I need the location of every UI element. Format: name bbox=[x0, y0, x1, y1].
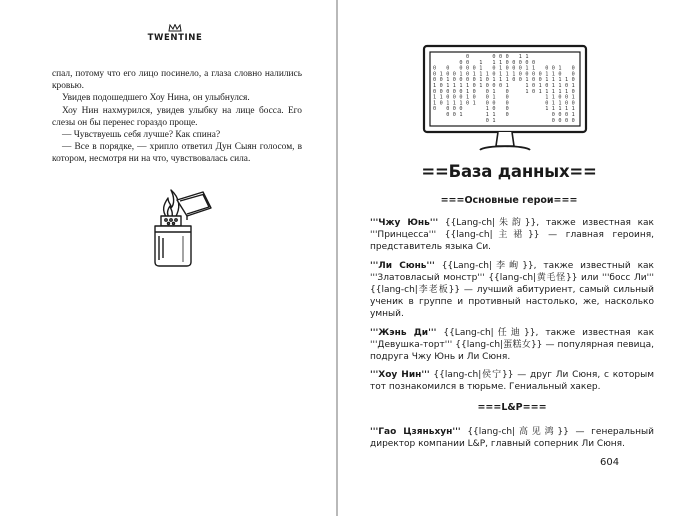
svg-text:0: 0 bbox=[433, 88, 437, 95]
character-entry bbox=[370, 369, 654, 393]
svg-text:0: 0 bbox=[446, 94, 450, 101]
svg-text:1: 1 bbox=[459, 100, 463, 107]
svg-text:1: 1 bbox=[551, 83, 555, 89]
svg-text:0: 0 bbox=[485, 94, 489, 101]
section-heading-lp: ===L&P=== bbox=[477, 401, 547, 413]
svg-text:0: 0 bbox=[433, 77, 437, 84]
svg-text:0: 0 bbox=[439, 88, 443, 95]
entry-text: {{Lang-ch|朱韵}}, также известная как '''Принцесса''' {{lang-ch|主裙}} — главная героиня, представитель языка Си. bbox=[370, 218, 654, 253]
svg-text:1: 1 bbox=[446, 77, 450, 84]
svg-text:0: 0 bbox=[472, 77, 476, 84]
svg-text:0: 0 bbox=[505, 94, 509, 101]
svg-text:0: 0 bbox=[472, 88, 476, 95]
svg-text:0: 0 bbox=[466, 65, 470, 72]
svg-text:0: 0 bbox=[492, 100, 496, 107]
svg-text:1: 1 bbox=[525, 77, 529, 84]
svg-text:0: 0 bbox=[459, 59, 463, 66]
svg-text:0: 0 bbox=[565, 83, 569, 89]
entry-name: '''Гао Цзяньхун''' bbox=[370, 426, 461, 437]
svg-text:0: 0 bbox=[565, 112, 569, 118]
svg-text:1: 1 bbox=[492, 94, 496, 101]
svg-text:0: 0 bbox=[459, 106, 463, 113]
svg-text:1: 1 bbox=[499, 59, 503, 66]
svg-text:0: 0 bbox=[565, 100, 569, 107]
svg-text:0: 0 bbox=[466, 59, 470, 66]
svg-text:1: 1 bbox=[551, 71, 555, 78]
svg-text:1: 1 bbox=[492, 88, 496, 95]
entry-text: {{lang-ch|侯宁}} — друг Ли Сюня, с которым тот познакомился в тюрьме. Гениальный хакер. bbox=[370, 370, 655, 393]
entry-name: '''Ли Сюнь''' bbox=[370, 260, 435, 271]
svg-text:0: 0 bbox=[452, 106, 456, 113]
svg-text:0: 0 bbox=[571, 65, 575, 72]
svg-text:0: 0 bbox=[518, 65, 522, 72]
svg-text:1: 1 bbox=[492, 117, 496, 124]
svg-text:1: 1 bbox=[551, 106, 555, 113]
svg-text:0: 0 bbox=[518, 59, 522, 66]
svg-text:0: 0 bbox=[538, 71, 542, 78]
svg-text:0: 0 bbox=[565, 94, 569, 101]
svg-text:1: 1 bbox=[558, 65, 562, 72]
svg-text:1: 1 bbox=[459, 71, 463, 78]
svg-text:1: 1 bbox=[459, 83, 463, 89]
svg-text:0: 0 bbox=[532, 83, 536, 89]
svg-text:1: 1 bbox=[558, 106, 562, 113]
svg-text:1: 1 bbox=[492, 77, 496, 84]
character-entry bbox=[370, 217, 654, 254]
svg-text:0: 0 bbox=[472, 94, 476, 101]
entry-text: {{lang-ch|高见鸿}} — генеральный директор компании L&P, главный соперник Ли Сюня. bbox=[370, 426, 654, 450]
svg-text:0: 0 bbox=[446, 65, 450, 72]
character-entries bbox=[370, 217, 654, 456]
svg-text:1: 1 bbox=[571, 112, 575, 118]
paragraph: спал, потому что его лицо посинело, а глаза словно налились кровью. bbox=[52, 69, 302, 92]
svg-text:0: 0 bbox=[433, 71, 437, 78]
svg-text:1: 1 bbox=[433, 83, 437, 89]
svg-text:1: 1 bbox=[485, 71, 489, 78]
svg-text:1: 1 bbox=[525, 65, 529, 72]
svg-text:0: 0 bbox=[485, 83, 489, 89]
svg-text:1: 1 bbox=[439, 71, 443, 78]
svg-text:1: 1 bbox=[558, 83, 562, 89]
svg-text:1: 1 bbox=[472, 71, 476, 78]
svg-text:1: 1 bbox=[492, 59, 496, 66]
svg-text:0: 0 bbox=[452, 112, 456, 118]
svg-text:1: 1 bbox=[525, 83, 529, 89]
svg-text:0: 0 bbox=[472, 65, 476, 72]
svg-text:1: 1 bbox=[551, 77, 555, 84]
svg-text:0: 0 bbox=[558, 94, 562, 101]
svg-text:0: 0 bbox=[538, 77, 542, 84]
svg-text:1: 1 bbox=[558, 77, 562, 84]
svg-text:0: 0 bbox=[452, 71, 456, 78]
svg-text:0: 0 bbox=[492, 83, 496, 89]
svg-text:1: 1 bbox=[525, 88, 529, 95]
svg-text:1: 1 bbox=[499, 65, 503, 72]
svg-text:0: 0 bbox=[505, 88, 509, 95]
svg-text:0: 0 bbox=[512, 65, 516, 72]
character-entry bbox=[370, 426, 654, 450]
svg-text:1: 1 bbox=[571, 94, 575, 101]
svg-text:0: 0 bbox=[532, 88, 536, 95]
svg-text:0: 0 bbox=[525, 59, 529, 66]
svg-text:1: 1 bbox=[452, 83, 456, 89]
svg-text:0: 0 bbox=[525, 71, 529, 78]
svg-text:1: 1 bbox=[565, 88, 569, 95]
svg-text:0: 0 bbox=[551, 112, 555, 118]
crown-icon bbox=[168, 24, 182, 32]
page-number: 604 bbox=[600, 457, 620, 468]
svg-text:1: 1 bbox=[505, 83, 509, 89]
svg-text:0: 0 bbox=[492, 106, 496, 113]
section-heading-main-heroes: ===Основные герои=== bbox=[440, 195, 578, 206]
svg-text:1: 1 bbox=[479, 65, 483, 72]
svg-text:1: 1 bbox=[538, 83, 542, 89]
svg-text:1: 1 bbox=[439, 94, 443, 101]
svg-text:0: 0 bbox=[545, 83, 549, 89]
character-entry bbox=[370, 260, 654, 321]
svg-text:0: 0 bbox=[485, 77, 489, 84]
svg-text:1: 1 bbox=[446, 100, 450, 107]
svg-text:0: 0 bbox=[518, 77, 522, 84]
svg-text:0: 0 bbox=[492, 71, 496, 78]
svg-text:0: 0 bbox=[485, 88, 489, 95]
svg-text:1: 1 bbox=[545, 106, 549, 113]
svg-text:0: 0 bbox=[571, 117, 575, 124]
lighter-illustration bbox=[147, 186, 217, 268]
svg-text:1: 1 bbox=[479, 77, 483, 84]
svg-text:1: 1 bbox=[433, 94, 437, 101]
svg-text:0: 0 bbox=[459, 65, 463, 72]
entry-name: '''Хоу Нин''' bbox=[370, 370, 430, 381]
svg-text:1: 1 bbox=[545, 71, 549, 78]
svg-text:0: 0 bbox=[551, 65, 555, 72]
paragraph: Увидев подошедшего Хоу Нина, он улыбнулся. bbox=[62, 93, 250, 104]
svg-text:1: 1 bbox=[545, 88, 549, 95]
svg-text:0: 0 bbox=[545, 65, 549, 72]
svg-text:0: 0 bbox=[466, 54, 470, 60]
svg-text:0: 0 bbox=[433, 106, 437, 113]
svg-text:1: 1 bbox=[558, 88, 562, 95]
paragraph: — Чувствуешь себя лучше? Как спина? bbox=[62, 130, 221, 141]
svg-text:0: 0 bbox=[466, 100, 470, 107]
svg-text:1: 1 bbox=[492, 112, 496, 118]
svg-text:0: 0 bbox=[485, 117, 489, 124]
svg-text:1: 1 bbox=[518, 54, 522, 60]
svg-text:1: 1 bbox=[545, 94, 549, 101]
svg-text:0: 0 bbox=[532, 59, 536, 66]
svg-text:1: 1 bbox=[551, 100, 555, 107]
svg-text:0: 0 bbox=[505, 65, 509, 72]
svg-text:0: 0 bbox=[532, 71, 536, 78]
svg-text:1: 1 bbox=[452, 100, 456, 107]
svg-text:1: 1 bbox=[571, 106, 575, 113]
svg-text:1: 1 bbox=[499, 77, 503, 84]
svg-text:1: 1 bbox=[571, 83, 575, 89]
svg-text:1: 1 bbox=[538, 88, 542, 95]
svg-text:0: 0 bbox=[452, 94, 456, 101]
paragraph: — Все в порядке, — хрипло ответил Дун Сыян голосом, в котором, несмотря ни на что, чувствовалась сила. bbox=[52, 142, 302, 165]
svg-text:0: 0 bbox=[492, 65, 496, 72]
database-title: ==База данных== bbox=[421, 162, 597, 181]
svg-text:0: 0 bbox=[439, 83, 443, 89]
svg-text:0: 0 bbox=[452, 88, 456, 95]
svg-text:1: 1 bbox=[479, 83, 483, 89]
svg-text:1: 1 bbox=[446, 83, 450, 89]
svg-text:1: 1 bbox=[565, 106, 569, 113]
svg-text:0: 0 bbox=[558, 112, 562, 118]
svg-text:0: 0 bbox=[571, 77, 575, 84]
svg-text:0: 0 bbox=[512, 59, 516, 66]
svg-text:0: 0 bbox=[558, 71, 562, 78]
monitor-illustration bbox=[422, 44, 588, 156]
svg-text:1: 1 bbox=[505, 71, 509, 78]
svg-text:0: 0 bbox=[505, 100, 509, 107]
svg-text:0: 0 bbox=[505, 54, 509, 60]
svg-text:0: 0 bbox=[492, 54, 496, 60]
svg-text:0: 0 bbox=[571, 88, 575, 95]
svg-text:1: 1 bbox=[479, 71, 483, 78]
svg-text:0: 0 bbox=[551, 117, 555, 124]
svg-text:0: 0 bbox=[446, 112, 450, 118]
svg-text:1: 1 bbox=[472, 100, 476, 107]
header-logo bbox=[140, 24, 210, 43]
svg-text:0: 0 bbox=[505, 106, 509, 113]
svg-text:1: 1 bbox=[466, 88, 470, 95]
entry-text: {{Lang-ch|任迪}}, также известная как '''Девушка-торт''' {{lang-ch|蛋糕女}} — популярная певица, подруга Чжу Юнь и Ли Сюня. bbox=[370, 327, 655, 363]
svg-text:1: 1 bbox=[479, 59, 483, 66]
entry-name: '''Чжу Юнь''' bbox=[370, 218, 439, 228]
body-text bbox=[52, 68, 302, 166]
svg-text:0: 0 bbox=[558, 117, 562, 124]
svg-text:0: 0 bbox=[571, 100, 575, 107]
svg-text:0: 0 bbox=[545, 100, 549, 107]
svg-text:0: 0 bbox=[499, 54, 503, 60]
svg-text:1: 1 bbox=[433, 100, 437, 107]
entry-text: {{Lang-ch|李峋}}, также известный как '''Златовласый монстр''' {{lang-ch|黄毛怪}} или '''босс Ли''' {{lang-ch|李老板}} — лучший абитуриент, самый сильный ученик в группе и противный настолько, же, насколько умный. bbox=[370, 260, 654, 320]
svg-text:0: 0 bbox=[565, 117, 569, 124]
svg-text:1: 1 bbox=[499, 71, 503, 78]
entry-name: '''Жэнь Ди''' bbox=[370, 327, 437, 338]
svg-text:0: 0 bbox=[439, 77, 443, 84]
svg-text:1: 1 bbox=[532, 65, 536, 72]
svg-text:0: 0 bbox=[446, 71, 450, 78]
svg-text:0: 0 bbox=[466, 71, 470, 78]
right-page bbox=[338, 0, 674, 516]
svg-text:1: 1 bbox=[466, 83, 470, 89]
svg-text:0: 0 bbox=[571, 71, 575, 78]
svg-text:0: 0 bbox=[459, 88, 463, 95]
svg-text:0: 0 bbox=[472, 83, 476, 89]
svg-text:0: 0 bbox=[485, 100, 489, 107]
svg-text:0: 0 bbox=[433, 65, 437, 72]
svg-text:0: 0 bbox=[446, 106, 450, 113]
svg-text:0: 0 bbox=[505, 59, 509, 66]
svg-text:1: 1 bbox=[551, 94, 555, 101]
svg-text:0: 0 bbox=[439, 100, 443, 107]
svg-text:0: 0 bbox=[459, 77, 463, 84]
svg-text:1: 1 bbox=[512, 71, 516, 78]
character-entry bbox=[370, 327, 654, 364]
svg-text:1: 1 bbox=[485, 112, 489, 118]
svg-text:1: 1 bbox=[545, 77, 549, 84]
svg-text:1: 1 bbox=[485, 106, 489, 113]
svg-text:0: 0 bbox=[446, 88, 450, 95]
svg-text:1: 1 bbox=[459, 112, 463, 118]
paragraph: Хоу Нин нахмурился, увидев улыбку на лице босса. Его слезы он бы перенес гораздо проще. bbox=[52, 105, 302, 128]
logo-text: TWENTINE bbox=[147, 33, 203, 43]
svg-text:0: 0 bbox=[499, 83, 503, 89]
svg-text:1: 1 bbox=[505, 77, 509, 84]
svg-text:0: 0 bbox=[452, 77, 456, 84]
svg-text:0: 0 bbox=[532, 77, 536, 84]
svg-text:0: 0 bbox=[518, 71, 522, 78]
svg-text:1: 1 bbox=[551, 88, 555, 95]
svg-text:1: 1 bbox=[565, 77, 569, 84]
svg-text:1: 1 bbox=[466, 94, 470, 101]
svg-text:0: 0 bbox=[512, 77, 516, 84]
svg-text:0: 0 bbox=[459, 94, 463, 101]
svg-text:1: 1 bbox=[525, 54, 529, 60]
svg-text:1: 1 bbox=[558, 100, 562, 107]
svg-text:0: 0 bbox=[466, 77, 470, 84]
svg-text:0: 0 bbox=[505, 112, 509, 118]
